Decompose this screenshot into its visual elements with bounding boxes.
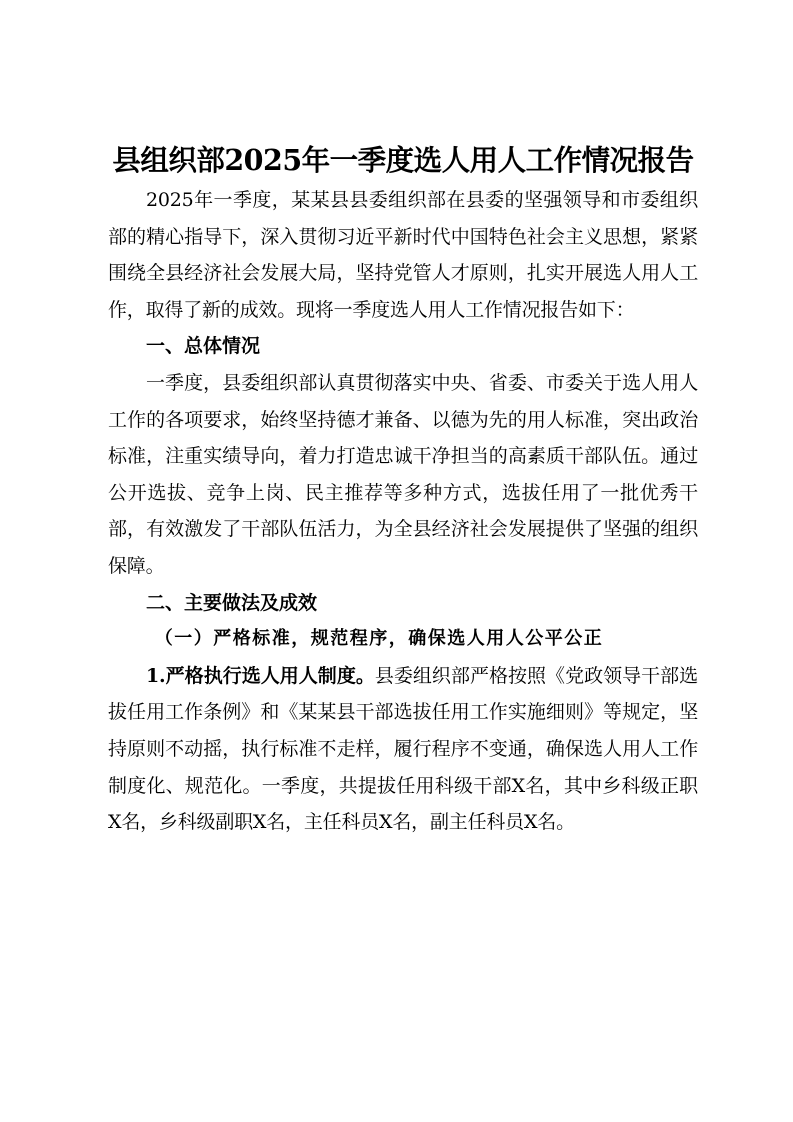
intro-paragraph: 2025年一季度，某某县县委组织部在县委的坚强领导和市委组织部的精心指导下，深入贯彻习近平新时代中国特色社会主义思想，紧紧围绕全县经济社会发展大局，坚持党管人才原则，扎实开展选人用人工作，取得了新的成效。现将一季度选人用人工作情况报告如下： — [108, 189, 698, 321]
section-1-paragraph: 一季度，县委组织部认真贯彻落实中央、省委、市委关于选人用人工作的各项要求，始终坚持德才兼备、以德为先的用人标准，突出政治标准，注重实绩导向，着力打造忠诚干净担当的高素质干部队伍。通过公开选拔、竞争上岗、民主推荐等多种方式，选拔任用了一批优秀干部，有效激发了干部队伍活力，为全县经济社会发展提供了坚强的组织保障。 — [108, 371, 698, 577]
section-1-heading: 一、总体情况 — [146, 335, 261, 358]
document-title: 县组织部2025年一季度选人用人工作情况报告 — [112, 143, 694, 177]
item-1-paragraph — [108, 658, 698, 841]
document-page — [108, 140, 698, 841]
section-2-heading: 二、主要做法及成效 — [146, 591, 318, 614]
item-1-lead: 1.严格执行选人用人制度。 — [146, 664, 375, 687]
subsection-1-heading: （一）严格标准，规范程序，确保选人用人公平公正 — [154, 628, 604, 650]
item-1-body: 县委组织部严格按照《党政领导干部选拔任用工作条例》和《某某县干部选拔任用工作实施细则》等规定，坚持原则不动摇，执行标准不走样，履行程序不变通，确保选人用人工作制度化、规范化。一季度，共提拔任用科级干部X名，其中乡科级正职X名，乡科级副职X名，主任科员X名，副主任科员X名。 — [108, 664, 698, 834]
